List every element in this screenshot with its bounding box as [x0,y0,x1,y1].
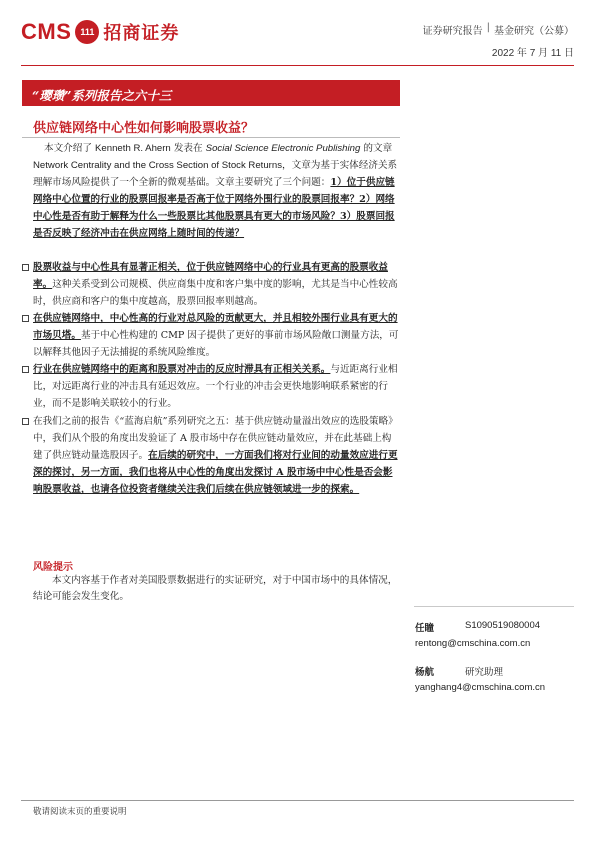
key-finding-1 [22,259,399,310]
report-type: 证券研究报告 [422,26,483,37]
key-finding-3-text: 与近距离行业相比，对远距离行业的冲击具有延迟效应。一个行业的冲击会更快地影响联系紧密的行业，而不是影响关联较小的行业。 [33,364,398,409]
key-finding-2-text: 基于中心性构建的 CMP 因子提供了更好的事前市场风险敞口测量方法，可以解释其他因子无法捕捉的系统风险维度。 [33,330,399,358]
bullet-square-icon [22,315,29,322]
analyst-email[interactable]: rentong@cmschina.com.cn [415,638,531,649]
header-separator: | [486,22,490,33]
risk-title: 风险提示 [33,562,73,573]
header-divider [21,65,574,66]
bullet-square-icon [22,418,29,425]
intro-journal: Social Science Electronic Publishing [205,143,361,154]
analyst-id: S1090519080004 [465,620,541,631]
bullet-square-icon [22,366,29,373]
analyst-name: 杨航 [415,667,435,678]
report-type-line [423,22,574,37]
intro-paragraph [33,140,399,242]
footer-disclaimer: 敬请阅读末页的重要说明 [33,807,127,817]
series-title-banner: “璎瓒”系列报告之六十三 [22,80,400,106]
key-finding-4-bold: 在后续的研究中，一方面我们将对行业间的动量效应进行更深的探讨，另一方面，我们也将从中心性的角度出发探讨 A 股市场中中心性是否会影响股票收益，也请各位投资者继续关注我们后续在供应链领域进一步的探索。 [33,450,398,495]
key-finding-2-bold: 在供应链网络中，中心性高的行业对总风险的贡献更大，并且相较外围行业具有更大的市场贝塔。 [33,313,398,341]
logo-cms-text: CMS [21,19,72,44]
intro-questions: 1）位于供应链网络中心位置的行业的股票回报率是否高于位于网络外围行业的股票回报率？2）网络中心性是否有助于解释为什么一些股票比其他股票具有更大的市场风险？3）股票回报是否反映了经济冲击在供应网络上随时间的传递？ [33,177,395,239]
report-category: 基金研究（公募） [494,26,574,37]
report-date: 2022 年 7 月 11 日 [491,48,574,59]
title-divider [22,137,400,138]
key-finding-1-bold: 股票收益与中心性具有显著正相关，位于供应链网络中心的行业具有更高的股票收益率。 [33,262,388,290]
key-finding-4 [22,413,399,498]
key-finding-3-bold: 行业在供应链网络中的距离和股票对冲击的反应时滞具有正相关关系。 [33,364,331,375]
report-meta [423,22,574,59]
intro-paper-title: Network Centrality and the Cross Section of Stock Returns [33,160,283,171]
key-finding-1-text: 这种关系受到公司规模、供应商集中度和客户集中度的影响，尤其是当中心性较高时，供应商和客户的集中度越高，股票回报率则越高。 [33,279,398,307]
report-title: 供应链网络中心性如何影响股票收益？ [33,121,255,136]
analyst-email[interactable]: yanghang4@cmschina.com.cn [415,682,546,693]
logo-badge-icon: 111 [75,20,99,44]
key-finding-4-text: 在我们之前的报告《“蓝海启航”系列研究之五：基于供应链动量溢出效应的选股策略》中，我们从个股的角度出发验证了 A 股市场中存在供应链动量效应，并在此基础上构建了供应链动量选股因子。 [33,416,398,461]
analyst-card-1 [415,620,540,649]
bullet-square-icon [22,264,29,271]
intro-text-2: 发表在 [170,143,206,154]
intro-text-3: 的文章 [360,143,393,154]
intro-text-4: ，文章为基于实体经济关系理解市场风险提供了一个全新的微观基础。文章主要研究了三个问题： [33,160,398,188]
company-logo [21,18,179,46]
logo-chinese-text: 招商证券 [103,23,180,44]
key-finding-3 [22,361,399,412]
analyst-name: 任瞳 [415,623,435,634]
analyst-divider [414,606,574,607]
intro-text-1: 本文介绍了 [44,143,96,154]
risk-text: 本文内容基于作者对美国股票数据进行的实证研究，对于中国市场中的具体情况，结论可能会发生变化。 [33,575,398,602]
analyst-role: 研究助理 [465,667,504,678]
key-finding-2 [22,310,399,361]
analyst-card-2 [415,664,545,693]
footer-divider [21,800,574,801]
intro-author: Kenneth R. Ahern [95,143,171,154]
